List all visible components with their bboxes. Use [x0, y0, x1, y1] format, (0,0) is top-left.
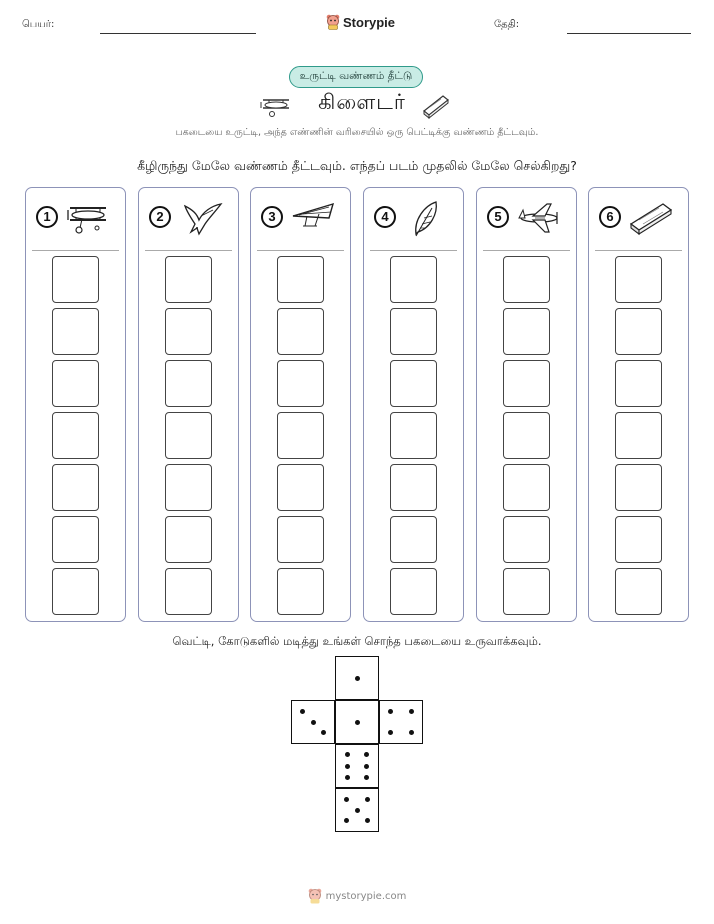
- column-number: 2: [149, 206, 171, 228]
- dice-pip: [388, 730, 393, 735]
- column-3: [250, 187, 351, 622]
- dice-pip: [311, 720, 316, 725]
- column-header: [251, 188, 350, 250]
- dice-pip: [300, 709, 305, 714]
- bear-mascot-icon: [326, 14, 340, 30]
- dice-face-1: [335, 656, 379, 700]
- color-box[interactable]: [165, 516, 212, 563]
- footer: [0, 888, 714, 904]
- color-box[interactable]: [390, 412, 437, 459]
- color-box[interactable]: [615, 360, 662, 407]
- column-number: 3: [261, 206, 283, 228]
- color-box[interactable]: [615, 412, 662, 459]
- dice-pip: [409, 730, 414, 735]
- glider-plane-icon: [259, 94, 295, 118]
- color-box[interactable]: [390, 464, 437, 511]
- footer-site: mystorypie.com: [325, 890, 407, 902]
- column-header: [589, 188, 688, 250]
- color-box[interactable]: [390, 256, 437, 303]
- airplane-icon: [515, 198, 563, 238]
- date-label: தேதி:: [494, 19, 520, 30]
- dice-pip: [388, 709, 393, 714]
- column-5: [476, 187, 577, 622]
- brand-name: Storypie: [343, 14, 396, 30]
- column-number: 5: [487, 206, 509, 228]
- color-box[interactable]: [277, 412, 324, 459]
- color-box[interactable]: [165, 568, 212, 615]
- color-box[interactable]: [52, 516, 99, 563]
- brand-logo: [326, 14, 395, 30]
- column-header: [477, 188, 576, 250]
- dice-pip: [345, 752, 350, 757]
- color-box[interactable]: [52, 256, 99, 303]
- dice-pip: [364, 764, 369, 769]
- biplane-icon: [64, 198, 112, 238]
- dice-face-3: [291, 700, 335, 744]
- column-number: 4: [374, 206, 396, 228]
- feather-icon: [402, 198, 450, 238]
- dice-pip: [365, 797, 370, 802]
- column-2: [138, 187, 239, 622]
- color-box[interactable]: [503, 464, 550, 511]
- color-box[interactable]: [52, 464, 99, 511]
- dice-pip: [345, 775, 350, 780]
- dice-pip: [355, 720, 360, 725]
- column-divider: [145, 250, 232, 251]
- column-number: 6: [599, 206, 621, 228]
- column-divider: [483, 250, 570, 251]
- dice-pip: [344, 818, 349, 823]
- footer-mascot-icon: [308, 888, 322, 904]
- hang-glider-icon: [289, 198, 337, 238]
- dice-pip: [365, 818, 370, 823]
- color-box[interactable]: [390, 568, 437, 615]
- dice-face-5: [335, 788, 379, 832]
- dice-pip: [409, 709, 414, 714]
- dice-face-4: [379, 700, 423, 744]
- color-box[interactable]: [503, 360, 550, 407]
- dice-face-1: [335, 700, 379, 744]
- dice-pip: [321, 730, 326, 735]
- column-1: [25, 187, 126, 622]
- name-label: பெயர்:: [22, 19, 55, 30]
- color-box[interactable]: [615, 568, 662, 615]
- date-line: [567, 33, 691, 34]
- color-box[interactable]: [390, 360, 437, 407]
- column-divider: [370, 250, 457, 251]
- color-box[interactable]: [390, 516, 437, 563]
- color-box[interactable]: [503, 308, 550, 355]
- column-header: [364, 188, 463, 250]
- dice-pip: [355, 808, 360, 813]
- color-box[interactable]: [615, 464, 662, 511]
- dice-pip: [345, 764, 350, 769]
- color-box[interactable]: [503, 516, 550, 563]
- color-box[interactable]: [390, 308, 437, 355]
- dice-instructions: வெட்டி, கோடுகளில் மடித்து உங்கள் சொந்த பகடையை உருவாக்கவும்.: [172, 634, 542, 648]
- color-box[interactable]: [615, 516, 662, 563]
- instructions-text: பகடையை உருட்டி, அந்த எண்ணின் வரிசையில் ஒரு பெட்டிக்கு வண்ணம் தீட்டவும்.: [175, 127, 539, 138]
- color-box[interactable]: [277, 568, 324, 615]
- color-box[interactable]: [503, 256, 550, 303]
- color-box[interactable]: [277, 464, 324, 511]
- column-header: [139, 188, 238, 250]
- column-divider: [32, 250, 119, 251]
- color-box[interactable]: [165, 464, 212, 511]
- color-box[interactable]: [52, 360, 99, 407]
- color-box[interactable]: [277, 308, 324, 355]
- eagle-icon: [177, 198, 225, 238]
- name-line: [100, 33, 256, 34]
- color-box[interactable]: [165, 256, 212, 303]
- color-box[interactable]: [503, 568, 550, 615]
- activity-badge: உருட்டி வண்ணம் தீட்டு: [289, 66, 423, 88]
- dice-pip: [355, 676, 360, 681]
- column-number: 1: [36, 206, 58, 228]
- color-box[interactable]: [165, 360, 212, 407]
- column-divider: [595, 250, 682, 251]
- column-divider: [257, 250, 344, 251]
- color-box[interactable]: [52, 412, 99, 459]
- dice-pip: [364, 775, 369, 780]
- color-box[interactable]: [277, 256, 324, 303]
- color-box[interactable]: [503, 412, 550, 459]
- page-title: கிளைடர்: [318, 90, 406, 114]
- color-box[interactable]: [277, 516, 324, 563]
- dice-pip: [364, 752, 369, 757]
- color-box[interactable]: [165, 308, 212, 355]
- color-box[interactable]: [277, 360, 324, 407]
- column-header: [26, 188, 125, 250]
- dice-face-6: [335, 744, 379, 788]
- column-6: [588, 187, 689, 622]
- column-4: [363, 187, 464, 622]
- color-box[interactable]: [615, 308, 662, 355]
- wooden-plank-icon: [627, 198, 675, 238]
- color-box[interactable]: [52, 568, 99, 615]
- color-box[interactable]: [615, 256, 662, 303]
- color-box[interactable]: [52, 308, 99, 355]
- question-text: கீழிருந்து மேலே வண்ணம் தீட்டவும். எந்தப் படம் முதலில் மேலே செல்கிறது?: [137, 158, 577, 173]
- color-box[interactable]: [165, 412, 212, 459]
- plank-icon: [421, 93, 451, 119]
- dice-pip: [344, 797, 349, 802]
